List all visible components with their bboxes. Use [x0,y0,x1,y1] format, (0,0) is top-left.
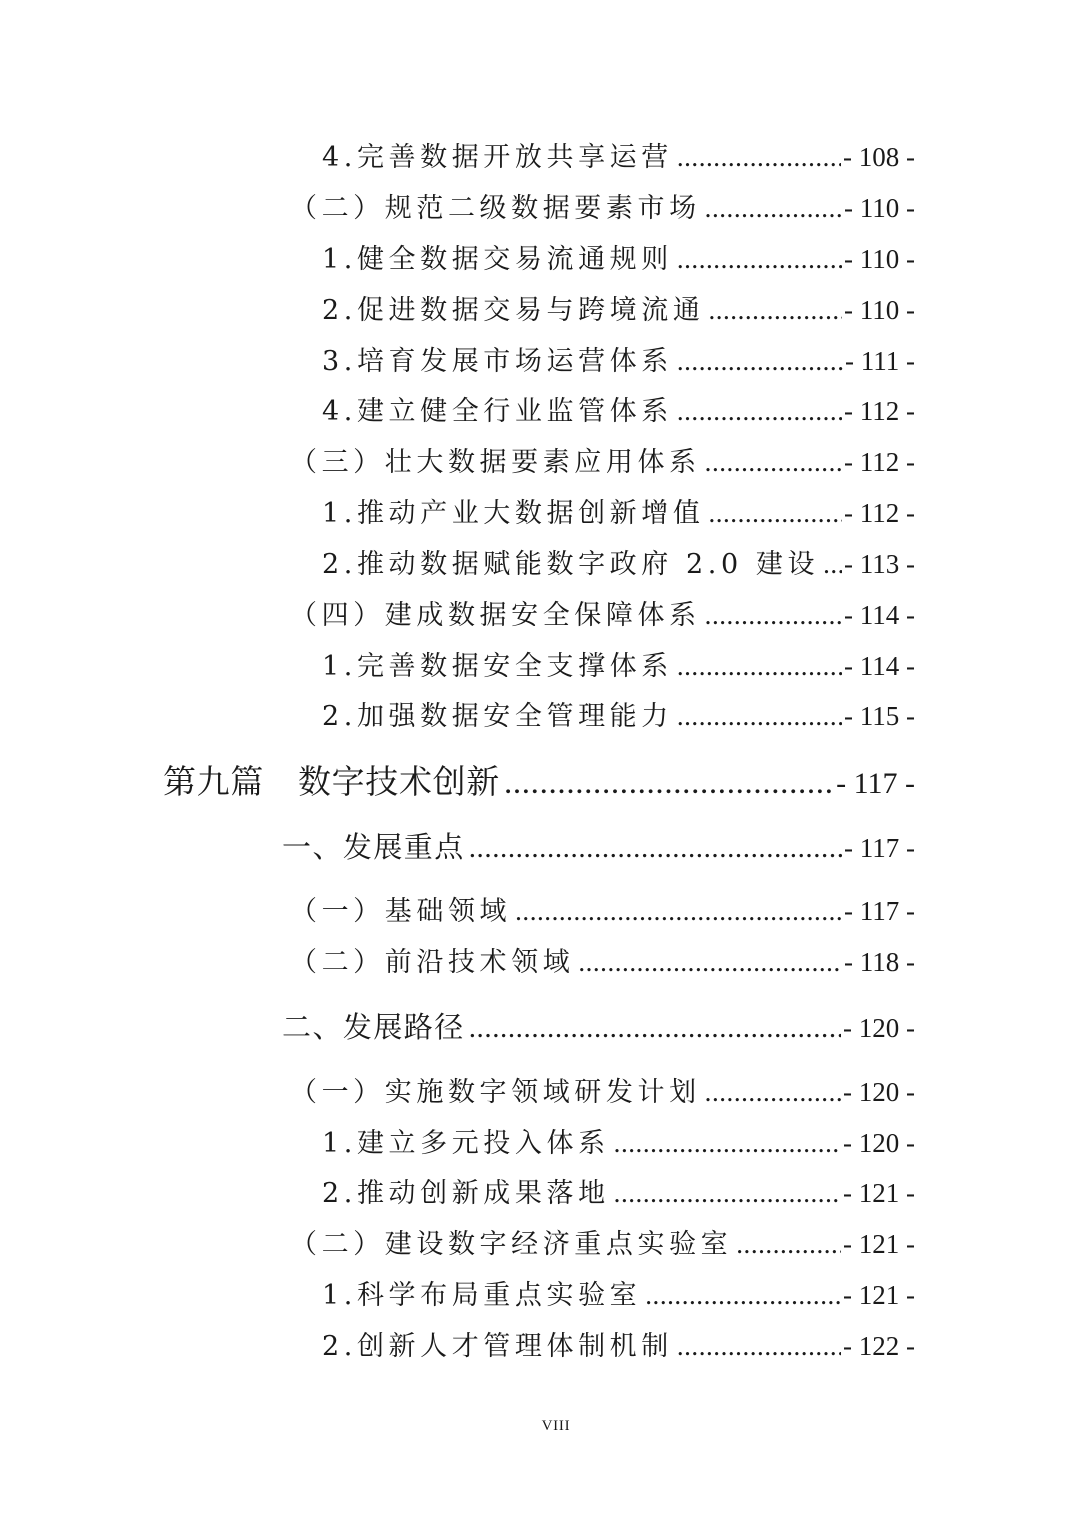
toc-entry[interactable] [0,297,915,324]
toc-entry[interactable] [0,703,915,730]
toc-entry-title: 二、发展路径 [282,1010,465,1044]
toc-entry-page: - 117 - [844,896,915,926]
toc-entry-page: - 117 - [844,833,915,863]
toc-entry-title: （三）壮大数据要素应用体系 [290,447,701,478]
toc-entry-page: - 120 - [843,1013,915,1043]
toc-entry-page: - 122 - [843,1331,915,1361]
dot-leader [578,949,842,976]
toc-entry-page: - 110 - [844,193,915,223]
toc-section-entry[interactable] [0,1010,915,1044]
toc-entry-title: 2.推动数据赋能数字政府 2.0 建设 [322,549,820,580]
toc-entry-title: 2.推动创新成果落地 [322,1178,610,1209]
toc-entry[interactable] [0,949,915,976]
dot-leader [677,144,841,171]
toc-entry-title: 4.建立健全行业监管体系 [322,396,673,427]
toc-entry[interactable] [0,195,915,222]
dot-leader [708,500,842,527]
toc-entry-page: - 110 - [844,295,915,325]
dot-leader [515,898,842,925]
toc-entry[interactable] [0,1333,915,1360]
dot-leader [705,1079,841,1106]
page-footer-number: VIII [541,1418,571,1434]
toc-entry-page: - 118 - [844,947,915,977]
toc-entry-title: （二）前沿技术领域 [290,947,575,978]
toc-entry[interactable] [0,1079,915,1106]
toc-entry-title: （一）实施数字领域研发计划 [290,1077,701,1108]
dot-leader [677,653,842,680]
dot-leader [614,1130,841,1157]
toc-part-title: 数字技术创新 [297,762,500,801]
toc-entry-title: 3.培育发展市场运营体系 [322,346,673,377]
toc-entry-page: - 108 - [843,142,915,172]
toc-entry-page: - 112 - [844,498,915,528]
toc-entry[interactable] [0,246,915,273]
dot-leader [677,703,842,730]
toc-entry-page: - 110 - [844,244,915,274]
toc-entry-title: （一）基础领域 [290,896,512,927]
toc-entry-title: 1.完善数据安全支撑体系 [322,651,673,682]
toc-entry[interactable] [0,1180,915,1207]
dot-leader [504,767,834,800]
toc-entry-page: - 111 - [845,346,915,376]
toc-entry-title: 1.建立多元投入体系 [322,1128,610,1159]
toc-entry[interactable] [0,1282,915,1309]
dot-leader [469,1014,841,1043]
dot-leader [823,551,842,578]
toc-part-label: 第九篇 [163,762,264,801]
toc-entry[interactable] [0,551,915,578]
toc-entry-page: - 112 - [844,447,915,477]
toc-entry-page: - 120 - [843,1077,915,1107]
toc-entry-title: 2.促进数据交易与跨境流通 [322,295,705,326]
toc-entry-page: - 113 - [844,549,915,579]
toc-entry-page: - 114 - [844,651,915,681]
toc-entry-title: 4.完善数据开放共享运营 [322,142,673,173]
toc-entry[interactable] [0,898,915,925]
toc-entry-title: 2.加强数据安全管理能力 [322,701,673,732]
toc-entry-title: 一、发展重点 [282,830,465,864]
toc-entry-page: - 115 - [844,701,915,731]
toc-entry-title: 1.推动产业大数据创新增值 [322,498,705,529]
dot-leader [469,834,842,863]
toc-entry[interactable] [0,1130,915,1157]
dot-leader [705,602,842,629]
toc-section-entry[interactable] [0,830,915,864]
toc-entry[interactable] [0,348,915,375]
dot-leader [705,449,842,476]
toc-entry-title: 1.健全数据交易流通规则 [322,244,673,275]
dot-leader [705,195,842,222]
toc-entry-page: - 114 - [844,600,915,630]
toc-entry-title: 1.科学布局重点实验室 [322,1280,642,1311]
toc-entry[interactable] [0,500,915,527]
toc-entry-title: （二）建设数字经济重点实验室 [290,1229,733,1260]
toc-entry-page: - 112 - [844,396,915,426]
toc-entry-page: - 121 - [843,1229,915,1259]
toc-entry[interactable] [0,653,915,680]
dot-leader [645,1282,841,1309]
toc-entry-title: （二）规范二级数据要素市场 [290,193,701,224]
dot-leader [677,348,843,375]
toc-entry-title: （四）建成数据安全保障体系 [290,600,701,631]
toc-entry-title: 2.创新人才管理体制机制 [322,1331,673,1362]
dot-leader [677,246,842,273]
dot-leader [736,1231,841,1258]
toc-entry-page: - 120 - [843,1128,915,1158]
toc-entry[interactable] [0,449,915,476]
dot-leader [614,1180,841,1207]
dot-leader [677,398,842,425]
toc-entry[interactable] [0,602,915,629]
toc-entry-page: - 121 - [843,1280,915,1310]
toc-entry-page: - 117 - [836,767,915,800]
toc-entry[interactable] [0,398,915,425]
toc-entry[interactable] [0,144,915,171]
dot-leader [708,297,842,324]
toc-entry-page: - 121 - [843,1178,915,1208]
toc-part-entry[interactable] [0,762,915,801]
toc-entry[interactable] [0,1231,915,1258]
dot-leader [677,1333,841,1360]
